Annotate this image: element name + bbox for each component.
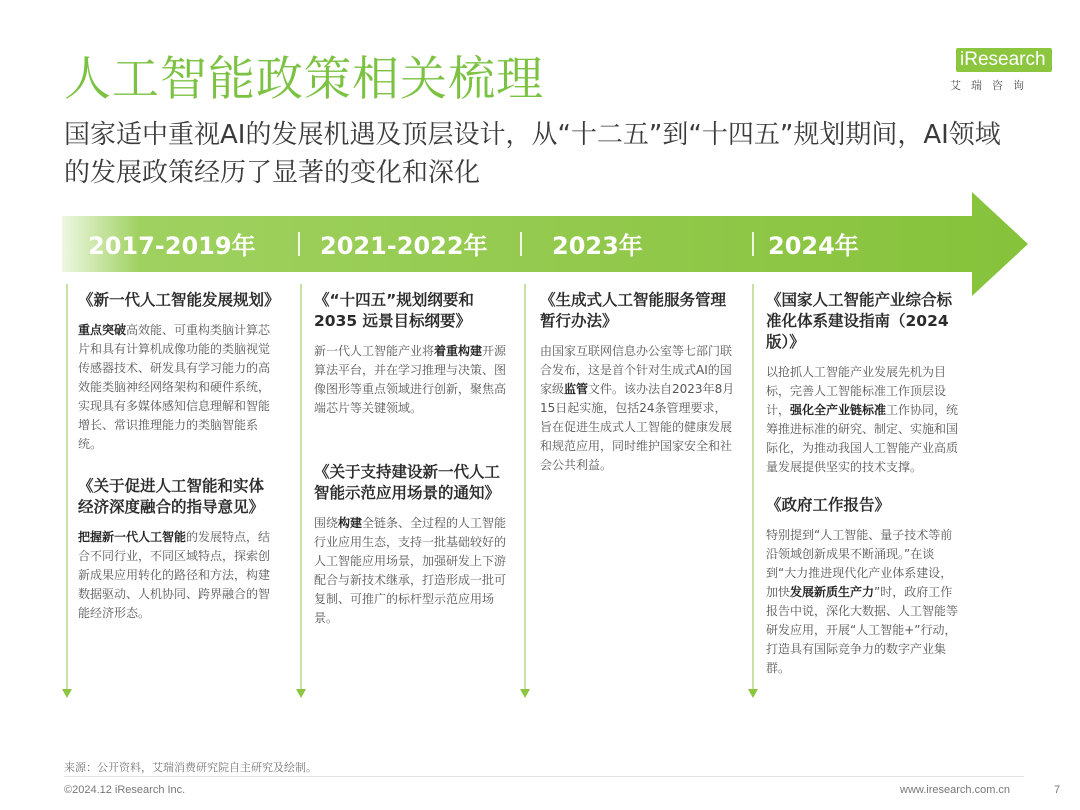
policy-item (540, 290, 736, 475)
policy-item (314, 462, 510, 628)
policy-keyword: 重点突破 (78, 323, 127, 337)
policy-doc-title: 《关于支持建设新一代人工智能示范应用场景的通知》 (314, 463, 501, 502)
policy-description (314, 514, 510, 628)
policy-doc-title: 《关于促进人工智能和实体经济深度融合的指导意见》 (78, 477, 265, 516)
year-divider-1 (298, 232, 300, 256)
year-label-4: 2024年 (768, 232, 859, 260)
policy-text-pre: 由国家互联网信息办公室等七部门联合发布，这是首个针对生成式AI的国家级 (540, 344, 733, 396)
policy-description (78, 321, 274, 454)
year-divider-2 (520, 232, 522, 256)
policy-item (766, 290, 962, 477)
policy-text: 全链条、全过程的人工智能行业应用生态，支持一批基础较好的人工智能应用场景，加强研发上下游配合与新技术继承，打造形成一批可复制、可推广的标杆型示范应用场景。 (314, 516, 507, 625)
logo-text: iResearch (960, 49, 1046, 70)
policy-doc-title: 《“十四五”规划纲要和2035 远景目标纲要》 (314, 291, 474, 330)
policy-keyword: 强化全产业链标准 (790, 403, 887, 417)
copyright: ©2024.12 iResearch Inc. (64, 784, 186, 796)
iresearch-logo (944, 40, 1056, 96)
policy-text: ”时，政府工作报告中说，深化大数据、人工智能等研发应用，开展“人工智能+”行动，打造具有国际竞争力的数字产业集群。 (766, 585, 959, 675)
policy-description (766, 363, 962, 477)
policy-doc-title: 《生成式人工智能服务管理暂行办法》 (540, 291, 727, 330)
policy-item (314, 290, 510, 418)
policy-text: 工作协同，统筹推进标准的研究、制定、实施和国际化，为推动我国人工智能产业高质量发展提供坚实的技术支撑。 (766, 403, 959, 474)
policy-column-1 (78, 290, 280, 623)
policy-keyword: 着重构建 (434, 344, 483, 358)
policy-keyword: 发展新质生产力 (790, 585, 875, 599)
logo-bar (956, 48, 1052, 72)
policy-description (314, 342, 510, 418)
timeline-line-2 (300, 284, 302, 696)
policy-keyword: 监管 (564, 382, 589, 396)
policy-text: 的发展特点，结合不同行业，不同区域特点，探索创新成果应用转化的路径和方法，构建数据驱动、人机协同、跨界融合的智能经济形态。 (78, 530, 271, 620)
page-title: 人工智能政策相关梳理 (64, 52, 544, 107)
policy-text-pre: 新一代人工智能产业将 (314, 344, 435, 358)
timeline-line-1 (66, 284, 68, 696)
policy-text: 文件。该办法自2023年8月15日起实施，包括24条管理要求，旨在促进生成式人工智能的健康发展和规范应用，同时维护国家安全和社会公共利益。 (540, 382, 735, 472)
policy-description (766, 526, 962, 678)
source-note: 来源：公开资料，艾瑞消费研究院自主研究及绘制。 (64, 761, 317, 774)
policy-doc-title: 《新一代人工智能发展规划》 (78, 291, 280, 309)
policy-item (78, 476, 274, 623)
timeline-line-4 (752, 284, 754, 696)
policy-text-pre: 以抢抓人工智能产业发展先机为目标，完善人工智能标准工作顶层设计， (766, 365, 947, 417)
policy-item (78, 290, 280, 454)
logo-subtext: 艾瑞咨询 (950, 79, 1034, 92)
policy-column-3 (540, 290, 736, 475)
year-divider-3 (752, 232, 754, 256)
policy-keyword: 把握新一代人工智能 (78, 530, 187, 544)
timeline-line-3 (524, 284, 526, 696)
page-number: 7 (1054, 784, 1061, 796)
policy-column-2 (314, 290, 510, 628)
policy-text-pre: 围绕 (314, 516, 339, 530)
website-link[interactable]: www.iresearch.com.cn (900, 784, 1011, 796)
policy-column-4 (766, 290, 962, 678)
year-label-2: 2021-2022年 (320, 232, 488, 260)
policy-doc-title: 《国家人工智能产业综合标准化体系建设指南（2024版）》 (766, 291, 953, 351)
footer-divider (64, 776, 1024, 777)
policy-text: 高效能、可重构类脑计算芯片和具有计算机成像功能的类脑视觉传感器技术、研发具有学习能力的高效能类脑神经网络架构和硬件系统，实现具有多媒体感知信息理解和智能增长、常识推理能力的类脑智能系统。 (78, 323, 271, 451)
policy-text-pre: 特别提到“人工智能、量子技术等前沿领域创新成果不断涌现。”在谈到“大力推进现代化产业体系建设，加快 (766, 528, 953, 599)
page-subtitle: 国家适中重视AI的发展机遇及顶层设计，从“十二五”到“十四五”规划期间，AI领域的发展政策经历了显著的变化和深化 (64, 120, 1001, 188)
policy-keyword: 构建 (338, 516, 363, 530)
year-label-3: 2023年 (552, 232, 643, 260)
policy-description (540, 342, 736, 475)
year-label-1: 2017-2019年 (88, 232, 256, 260)
policy-description (78, 528, 274, 623)
policy-text: 开源算法平台，并在学习推理与决策、图像图形等重点领域进行创新，聚焦高端芯片等关键领域。 (314, 344, 507, 415)
policy-item (766, 495, 962, 678)
policy-doc-title: 《政府工作报告》 (766, 496, 891, 514)
